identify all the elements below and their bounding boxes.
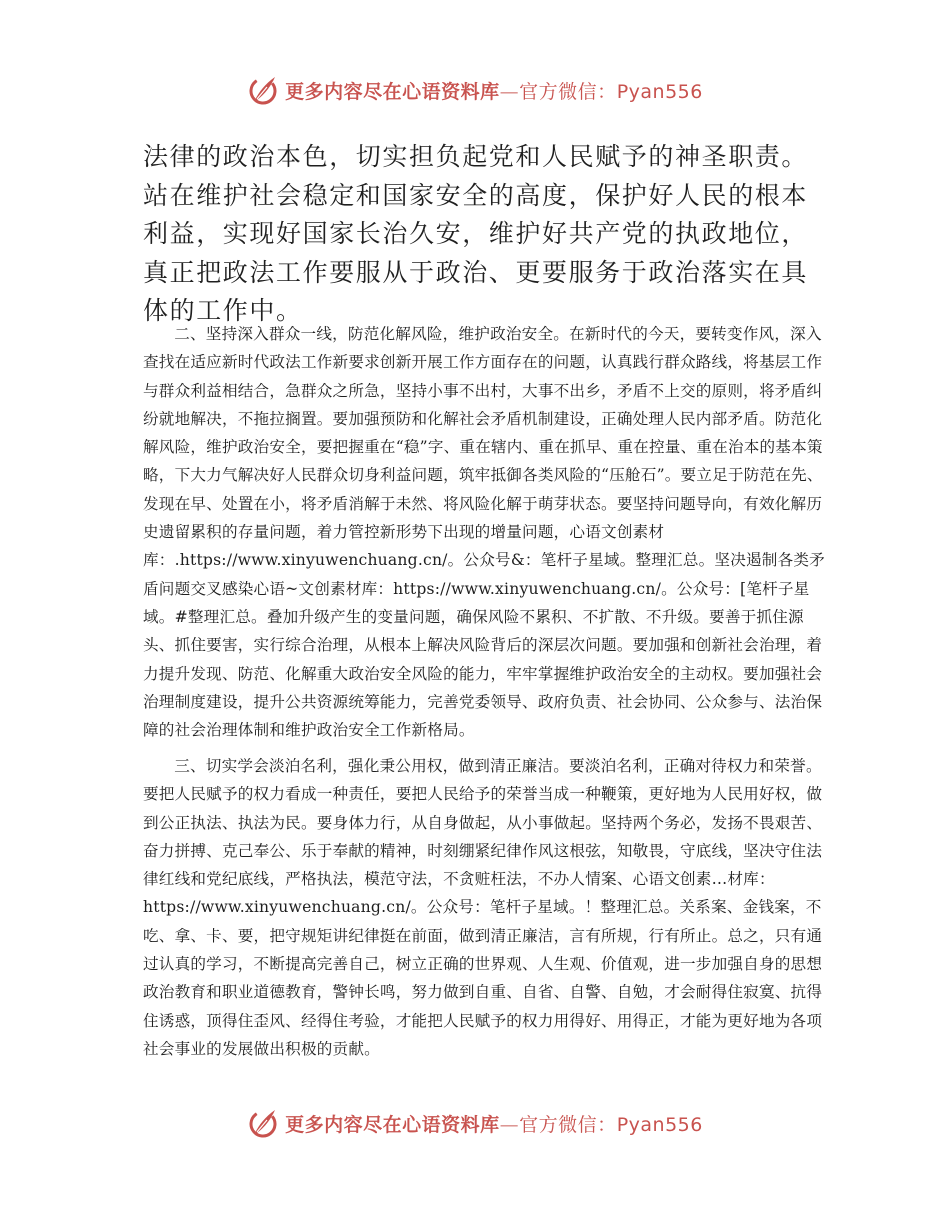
banner-main-text: 更多内容尽在心语资料库 <box>285 80 500 103</box>
banner-wechat-label: 官方微信： <box>519 1113 617 1136</box>
banner-separator: — <box>499 80 520 103</box>
banner-text <box>285 77 703 104</box>
footer-banner <box>0 1103 950 1143</box>
banner-wechat-label: 官方微信： <box>519 80 617 103</box>
quill-pen-logo-icon <box>247 74 279 106</box>
banner-separator: — <box>499 1113 520 1136</box>
quill-pen-logo-icon <box>247 1107 279 1139</box>
lead-paragraph: 法律的政治本色，切实担负起党和人民赋予的神圣职责。站在维护社会稳定和国家安全的高度，保护好人民的根本利益，实现好国家长治久安，维护好共产党的执政地位，真正把政法工作要服从于政治、更要服务于政治落实在具体的工作中。 <box>143 142 809 325</box>
banner-text <box>285 1110 703 1137</box>
banner-wechat-id: Pyan556 <box>616 80 703 103</box>
paragraph-section-three: 三、切实学会淡泊名利，强化秉公用权，做到清正廉洁。要淡泊名利，正确对待权力和荣誉。要把人民赋予的权力看成一种责任，要把人民给予的荣誉当成一种鞭策，更好地为人民用好权，做到公正执法、执法为民。要身体力行，从自身做起，从小事做起。坚持两个务必，发扬不畏艰苦、奋力拼搏、克己奉公、乐于奉献的精神，时刻绷紧纪律作风这根弦，知敬畏，守底线，坚决守住法律红线和党纪底线，严格执法，模范守法，不贪赃枉法，不办人情案、心语文创素…材库：https://www.xinyuwenchuang.cn/。公众号：笔杆子星域。！整理汇总。关系案、金钱案，不吃、拿、卡、要，把守规矩讲纪律挺在前面，做到清正廉洁，言有所规，行有所止。总之，只有通过认真的学习，不断提高完善自己，树立正确的世界观、人生观、价值观，进一步加强自身的思想政治教育和职业道德教育，警钟长鸣，努力做到自重、自省、自警、自勉，才会耐得住寂寞、抗得住诱惑，顶得住歪风、经得住考验，才能把人民赋予的权力用得好、用得正，才能为更好地为各项社会事业的发展做出积极的贡献。 <box>143 757 823 1058</box>
paragraph-section-two: 二、坚持深入群众一线，防范化解风险，维护政治安全。在新时代的今天，要转变作风，深入查找在适应新时代政法工作新要求创新开展工作方面存在的问题，认真践行群众路线，将基层工作与群众利益相结合，急群众之所急，坚持小事不出村，大事不出乡，矛盾不上交的原则，将矛盾纠纷就地解决，不拖拉搁置。要加强预防和化解社会矛盾机制建设，正确处理人民内部矛盾。防范化解风险，维护政治安全，要把握重在“稳”字、重在辖内、重在抓早、重在控量、重在治本的基本策略，下大力气解决好人民群众切身利益问题，筑牢抵御各类风险的“压舱石”。要立足于防范在先、发现在早、处置在小，将矛盾消解于未然、将风险化解于萌芽状态。要坚持问题导向，有效化解历史遗留累积的存量问题，着力管控新形势下出现的增量问题，心语文创素材库：.https://www.xinyuwenchuang.cn/。公众号&：笔杆子星域。整理汇总。坚决遏制各类矛盾问题交叉感染心语~文创素材库：https://www.xinyuwenchuang.cn/。公众号：[笔杆子星域。#整理汇总。叠加升级产生的变量问题，确保风险不累积、不扩散、不升级。要善于抓住源头、抓住要害，实行综合治理，从根本上解决风险背后的深层次问题。要加强和创新社会治理，着力提升发现、防范、化解重大政治安全风险的能力，牢牢掌握维护政治安全的主动权。要加强社会治理制度建设，提升公共资源统筹能力，完善党委领导、政府负责、社会协同、公众参与、法治保障的社会治理体制和维护政治安全工作新格局。 <box>143 325 825 740</box>
banner-wechat-id: Pyan556 <box>616 1113 703 1136</box>
banner-main-text: 更多内容尽在心语资料库 <box>285 1113 500 1136</box>
header-banner <box>0 70 950 110</box>
